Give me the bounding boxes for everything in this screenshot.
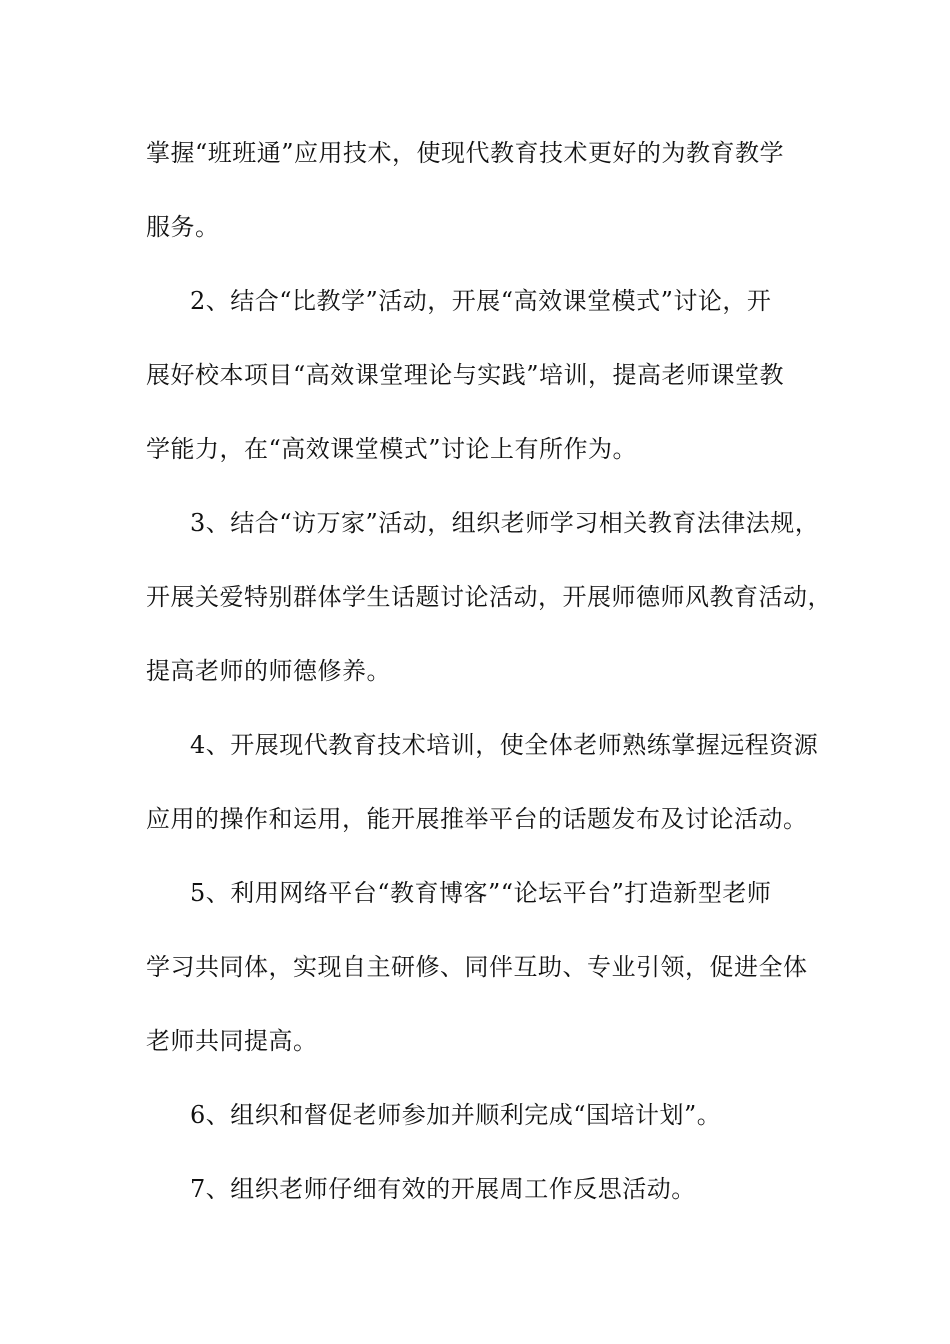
- text-line: 开展关爱特别群体学生话题讨论活动，开展师德师风教育活动，: [146, 583, 832, 611]
- text-line: 服务。: [146, 213, 220, 241]
- text-line: 学习共同体，实现自主研修、同伴互助、专业引领，促进全体: [146, 953, 808, 981]
- text-line: 6、组织和督促老师参加并顺利完成“国培计划”。: [190, 1101, 722, 1129]
- text-line: 4、开展现代教育技术培训，使全体老师熟练掌握远程资源: [190, 731, 819, 759]
- text-line: 5、利用网络平台“教育博客”“论坛平台”打造新型老师: [190, 879, 772, 907]
- text-line: 7、组织老师仔细有效的开展周工作反思活动。: [190, 1175, 696, 1203]
- text-line: 学能力，在“高效课堂模式”讨论上有所作为。: [146, 435, 638, 463]
- text-line: 掌握“班班通”应用技术，使现代教育技术更好的为教育教学: [146, 139, 785, 167]
- text-line: 提高老师的师德修养。: [146, 657, 391, 685]
- text-line: 3、结合“访万家”活动，组织老师学习相关教育法律法规，: [190, 509, 820, 537]
- text-line: 2、结合“比教学”活动，开展“高效课堂模式”讨论，开: [190, 287, 772, 315]
- text-line: 展好校本项目“高效课堂理论与实践”培训，提高老师课堂教: [146, 361, 785, 389]
- text-line: 应用的操作和运用，能开展推举平台的话题发布及讨论活动。: [146, 805, 808, 833]
- text-line: 老师共同提高。: [146, 1027, 318, 1055]
